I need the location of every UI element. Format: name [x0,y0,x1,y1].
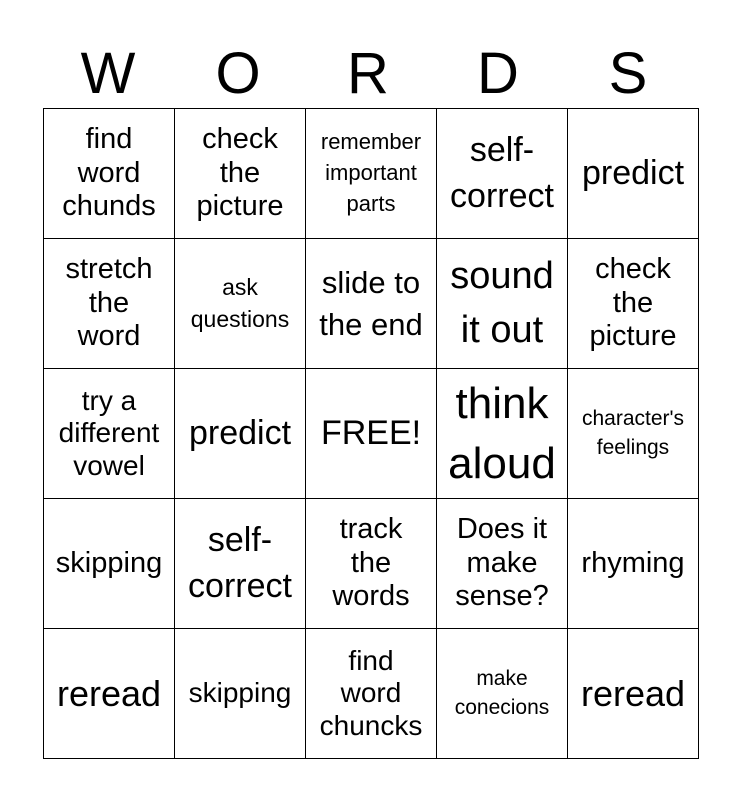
cell-text: self- correct [188,520,292,605]
free-space: FREE! [320,413,422,452]
bingo-cell [44,109,175,239]
bingo-cell [306,109,437,239]
bingo-cell [175,109,306,239]
cell-text: predict [188,413,292,452]
cell-text: stretch the word [65,253,153,353]
bingo-cell [175,499,306,629]
bingo-cell [306,629,437,759]
bingo-cell [437,239,568,369]
cell-text: skipping [188,677,292,709]
bingo-cell [437,369,568,499]
bingo-cell [568,109,699,239]
bingo-board [43,108,699,759]
bingo-cell [437,109,568,239]
bingo-cell [568,239,699,369]
board-row-3 [44,369,699,499]
bingo-cell [175,239,306,369]
cell-text: Does it make sense? [455,513,549,613]
cell-text: remember important parts [320,129,422,216]
bingo-cell [44,499,175,629]
cell-text: rhyming [581,546,685,579]
cell-text: track the words [332,513,410,613]
bingo-cell [306,369,437,499]
bingo-cell [437,499,568,629]
bingo-cell [306,499,437,629]
board-row-2 [44,239,699,369]
cell-text: check the picture [589,253,677,353]
board-row-5 [44,629,699,759]
board-row-4 [44,499,699,629]
cell-text: try a different vowel [58,385,160,481]
bingo-cell [44,629,175,759]
cell-text: make conecions [454,667,550,719]
bingo-cell [44,239,175,369]
cell-text: check the picture [196,123,284,223]
cell-text: find word chunds [62,123,156,223]
cell-text: ask questions [190,274,290,332]
cell-text: reread [580,672,686,714]
bingo-cell [175,629,306,759]
bingo-cell [568,369,699,499]
cell-text: character's feelings [581,407,685,459]
bingo-cell [175,369,306,499]
cell-text: slide to the end [319,264,423,342]
cell-text: sound it out [450,255,554,351]
bingo-cell [44,369,175,499]
cell-text: self- correct [450,130,554,215]
header-letter-o: O [215,41,261,106]
cell-text: reread [56,672,162,714]
cell-text: skipping [55,546,163,579]
bingo-cell [437,629,568,759]
bingo-header [43,40,693,108]
cell-text: find word chuncks [319,645,423,741]
header-letter-r: R [347,41,389,106]
header-letter-s: S [608,41,648,106]
header-letter-d: D [477,41,519,106]
cell-text: predict [581,153,685,192]
board-row-1 [44,109,699,239]
bingo-cell [568,629,699,759]
bingo-cell [306,239,437,369]
header-letter-w: W [80,41,136,106]
cell-text: think aloud [448,379,556,488]
bingo-cell [568,499,699,629]
